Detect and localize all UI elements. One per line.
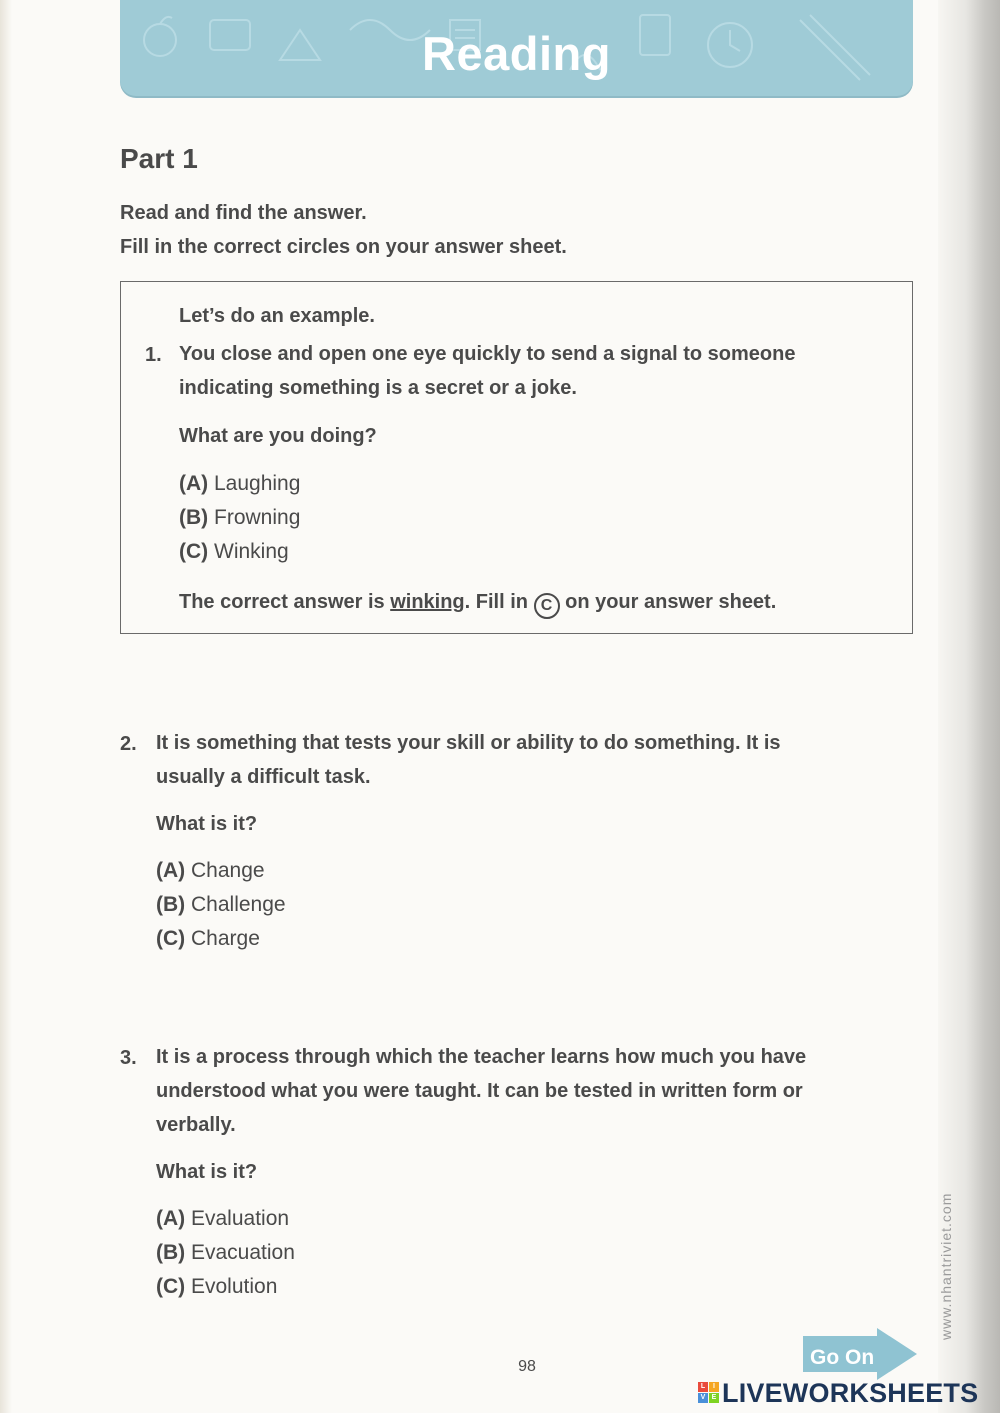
question-3-prompt-line-2: understood what you were taught. It can be tested in written form or <box>156 1080 803 1102</box>
page-number: 98 <box>518 1358 536 1375</box>
answer-mid: . Fill in <box>464 591 534 613</box>
example-prompt-line-2: indicating something is a secret or a joke. <box>179 377 577 399</box>
option-text: Change <box>191 859 265 882</box>
question-3-option-b[interactable] <box>156 1241 295 1265</box>
question-2-question: What is it? <box>156 813 258 835</box>
option-text: Evolution <box>191 1275 278 1298</box>
option-text: Winking <box>214 540 289 563</box>
example-question: What are you doing? <box>179 425 377 447</box>
question-3-option-c[interactable] <box>156 1275 277 1299</box>
example-option-b[interactable] <box>179 506 300 530</box>
option-text: Frowning <box>214 506 301 529</box>
example-box <box>120 281 913 634</box>
question-3-number: 3. <box>120 1047 137 1069</box>
liveworksheets-logo[interactable] <box>698 1378 998 1410</box>
question-3-prompt-line-3: verbally. <box>156 1114 236 1136</box>
option-text: Evaluation <box>191 1207 290 1230</box>
publisher-url: www.nhantriviet.com <box>938 1192 954 1340</box>
example-number: 1. <box>145 344 162 366</box>
question-3-option-a[interactable] <box>156 1207 289 1231</box>
question-3-question: What is it? <box>156 1161 258 1183</box>
page-title: Reading <box>422 27 611 80</box>
liveworksheets-icon: L I V E <box>698 1382 720 1404</box>
reading-banner <box>120 0 913 96</box>
option-text: Evacuation <box>191 1241 295 1264</box>
option-letter: (C) <box>179 540 209 563</box>
instruction-line-1: Read and find the answer. <box>120 202 367 224</box>
answer-prefix: The correct answer is <box>179 591 391 613</box>
example-intro: Let’s do an example. <box>179 305 375 327</box>
question-2-prompt-line-2: usually a difficult task. <box>156 766 371 788</box>
go-on-label[interactable]: Go On <box>810 1346 875 1369</box>
answer-word: winking <box>390 591 465 613</box>
page-edge <box>0 0 12 1413</box>
example-option-c[interactable] <box>179 540 289 564</box>
question-2-prompt-line-1: It is something that tests your skill or ability to do something. It is <box>156 732 781 754</box>
question-2-option-a[interactable] <box>156 859 265 883</box>
circled-c-icon: C <box>534 593 560 619</box>
option-text: Laughing <box>214 472 301 495</box>
option-text: Challenge <box>191 893 286 916</box>
option-letter: (A) <box>179 472 209 495</box>
question-2-option-c[interactable] <box>156 927 260 951</box>
option-letter: (B) <box>156 893 186 916</box>
example-prompt-line-1: You close and open one eye quickly to send a signal to someone <box>179 343 796 365</box>
brand-name: LIVEWORKSHEETS <box>722 1378 979 1408</box>
part-heading: Part 1 <box>120 143 198 174</box>
question-2-number: 2. <box>120 733 137 755</box>
question-2-option-b[interactable] <box>156 893 286 917</box>
instruction-line-2: Fill in the correct circles on your answer sheet. <box>120 236 567 258</box>
option-letter: (C) <box>156 1275 186 1298</box>
answer-suffix: on your answer sheet. <box>559 591 777 613</box>
option-text: Charge <box>191 927 260 950</box>
option-letter: (B) <box>156 1241 186 1264</box>
option-letter: (A) <box>156 859 186 882</box>
option-letter: (B) <box>179 506 209 529</box>
example-option-a[interactable] <box>179 472 300 496</box>
option-letter: (A) <box>156 1207 186 1230</box>
question-3-prompt-line-1: It is a process through which the teacher learns how much you have <box>156 1046 807 1068</box>
option-letter: (C) <box>156 927 186 950</box>
example-answer-line <box>179 585 776 619</box>
